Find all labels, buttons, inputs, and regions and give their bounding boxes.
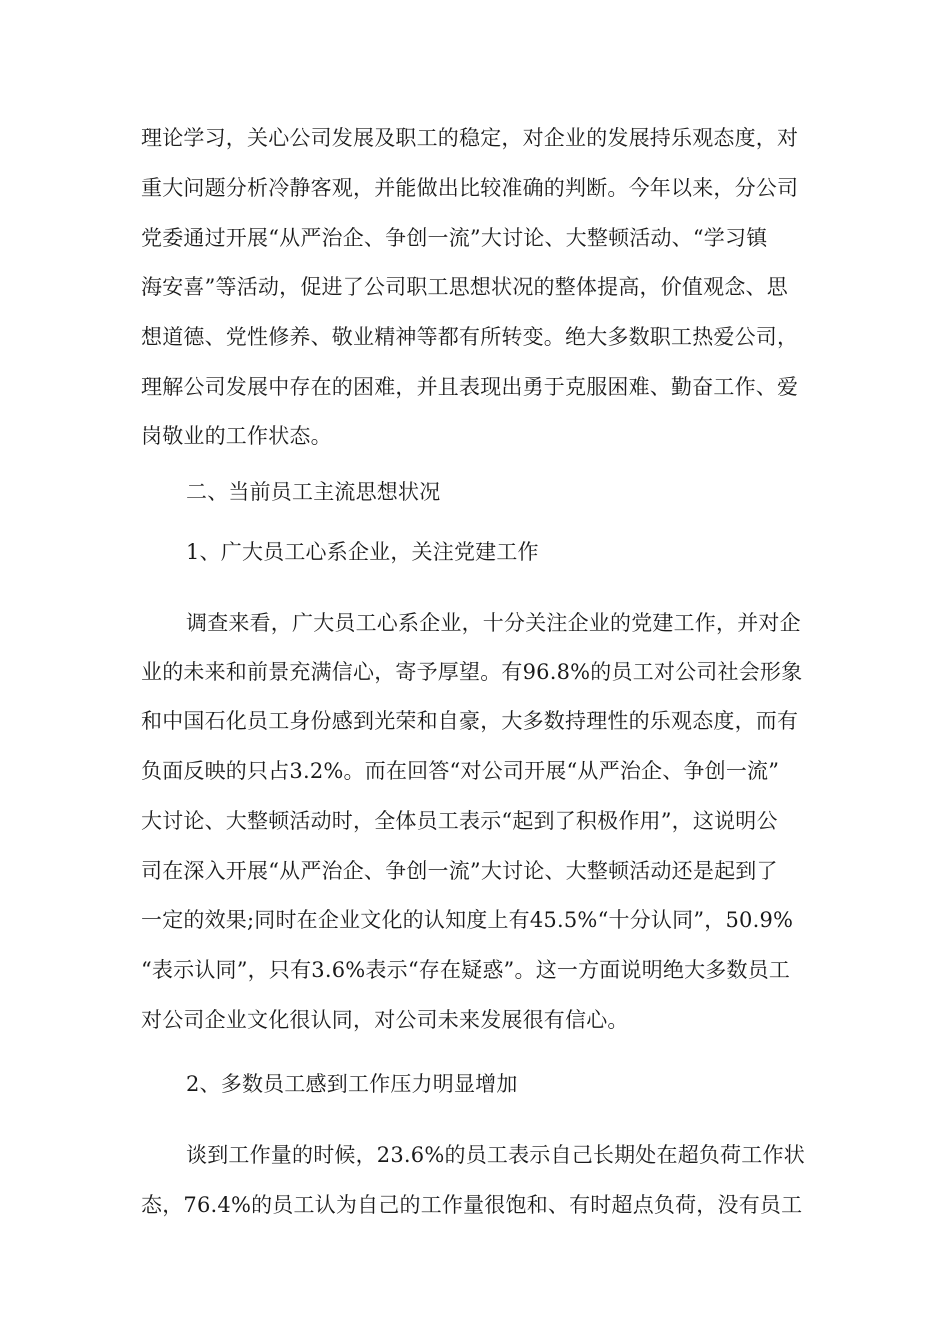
paragraph-line: 党委通过开展“从严治企、争创一流”大讨论、大整顿活动、“学习镇 — [141, 226, 768, 250]
paragraph-line: 想道德、党性修养、敬业精神等都有所转变。绝大多数职工热爱公司， — [141, 325, 799, 349]
paragraph-line: 和中国石化员工身份感到光荣和自豪，大多数持理性的乐观态度，而有 — [141, 709, 799, 733]
paragraph-line: “表示认同”，只有3.6%表示“存在疑惑”。这一方面说明绝大多数员工 — [141, 958, 791, 982]
paragraph-line: 理论学习，关心公司发展及职工的稳定，对企业的发展持乐观态度，对 — [141, 126, 799, 150]
subsection-heading: 1、广大员工心系企业，关注党建工作 — [186, 540, 539, 564]
paragraph-line: 负面反映的只占3.2%。而在回答“对公司开展“从严治企、争创一流” — [141, 759, 780, 783]
paragraph-line: 一定的效果;同时在企业文化的认知度上有45.5%“十分认同”，50.9% — [141, 908, 794, 932]
paragraph-line: 重大问题分析冷静客观，并能做出比较准确的判断。今年以来，分公司 — [141, 176, 799, 200]
paragraph-line: 态，76.4%的员工认为自己的工作量很饱和、有时超点负荷，没有员工 — [141, 1193, 803, 1217]
paragraph-line: 岗敬业的工作状态。 — [141, 424, 332, 448]
paragraph-line: 业的未来和前景充满信心，寄予厚望。有96.8%的员工对公司社会形象 — [141, 660, 803, 684]
paragraph-line: 调查来看，广大员工心系企业，十分关注企业的党建工作，并对企 — [186, 611, 801, 635]
paragraph-line: 海安喜”等活动，促进了公司职工思想状况的整体提高，价值观念、思 — [141, 275, 788, 299]
paragraph-line: 司在深入开展“从严治企、争创一流”大讨论、大整顿活动还是起到了 — [141, 859, 778, 883]
paragraph-line: 大讨论、大整顿活动时，全体员工表示“起到了积极作用”，这说明公 — [141, 809, 778, 833]
section-heading: 二、当前员工主流思想状况 — [186, 480, 441, 504]
paragraph-line: 对公司企业文化很认同，对公司未来发展很有信心。 — [141, 1008, 629, 1032]
paragraph-line: 理解公司发展中存在的困难，并且表现出勇于克服困难、勤奋工作、爱 — [141, 375, 799, 399]
subsection-heading: 2、多数员工感到工作压力明显增加 — [186, 1072, 518, 1096]
paragraph-line: 谈到工作量的时候，23.6%的员工表示自己长期处在超负荷工作状 — [186, 1143, 805, 1167]
